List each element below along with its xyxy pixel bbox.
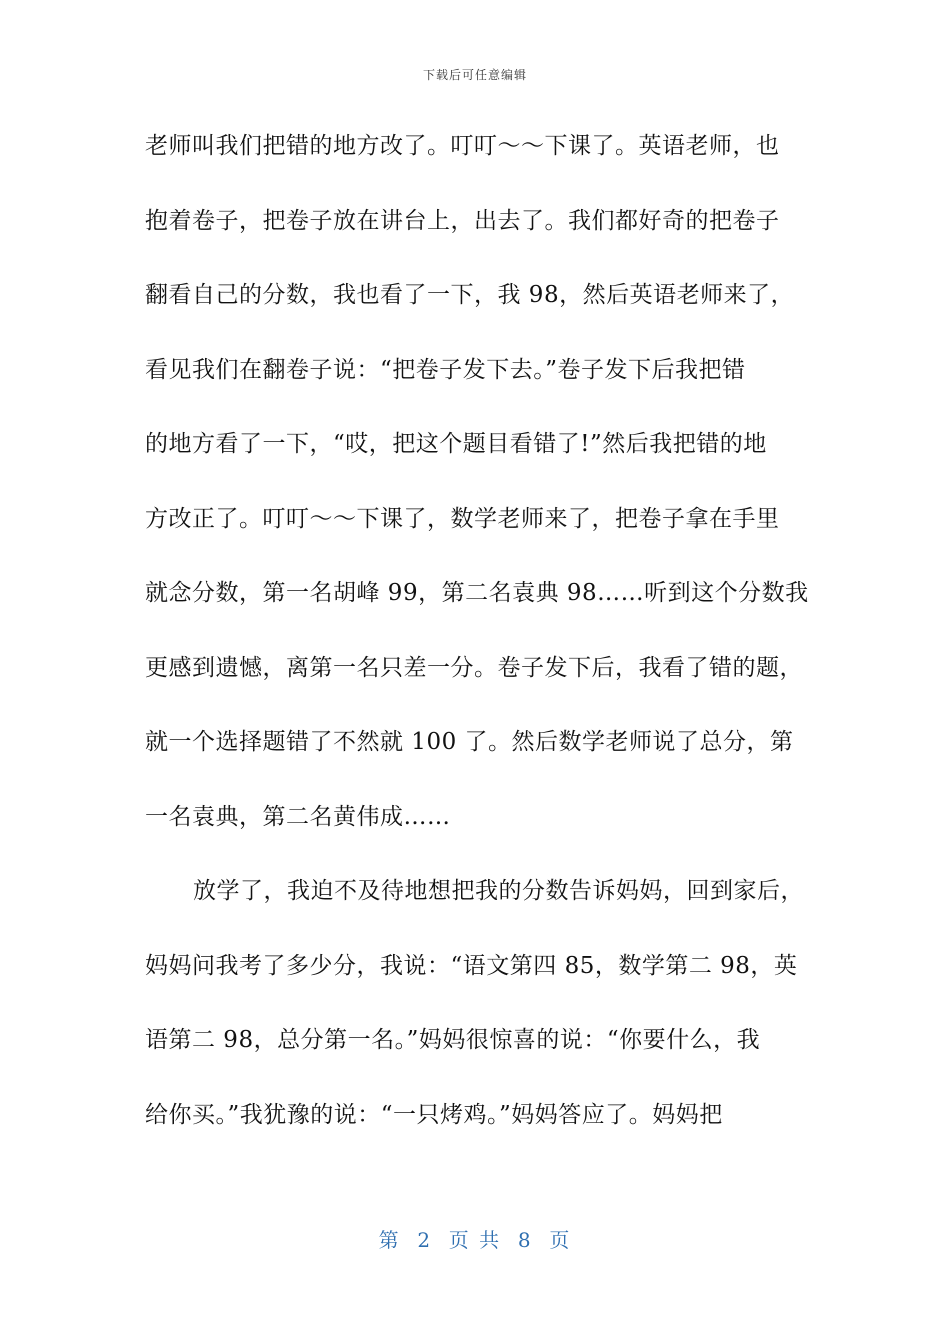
text-line: 就一个选择题错了不然就 100 了。然后数学老师说了总分，第 <box>145 729 794 755</box>
text-line: 给你买。”我犹豫的说：“一只烤鸡。”妈妈答应了。妈妈把 <box>145 1101 723 1128</box>
text-line: 翻看自己的分数，我也看了一下，我 98，然后英语老师来了， <box>145 282 795 308</box>
text-line: 语第二 98，总分第一名。”妈妈很惊喜的说：“你要什么，我 <box>145 1027 761 1053</box>
text-line: 看见我们在翻卷子说：“把卷子发下去。”卷子发下后我把错 <box>145 356 746 383</box>
text-line: 妈妈问我考了多少分，我说：“语文第四 85，数学第二 98，英 <box>145 952 798 979</box>
text-line: 一名袁典，第二名黄伟成…… <box>145 803 451 830</box>
text-line: 的地方看了一下，“哎，把这个题目看错了!”然后我把错的地 <box>145 431 767 457</box>
text-line: 就念分数，第一名胡峰 99，第二名袁典 98……听到这个分数我 <box>145 580 809 606</box>
text-line: 老师叫我们把错的地方改了。叮叮～～下课了。英语老师，也 <box>145 133 780 159</box>
text-line: 更感到遗憾，离第一名只差一分。卷子发下后，我看了错的题， <box>145 654 803 681</box>
text-line: 方改正了。叮叮～～下课了，数学老师来了，把卷子拿在手里 <box>145 505 780 532</box>
text-line: 抱着卷子，把卷子放在讲台上，出去了。我们都好奇的把卷子 <box>145 207 780 234</box>
document-body <box>145 120 810 1163</box>
paragraph-start-line: 放学了，我迫不及待地想把我的分数告诉妈妈，回到家后， <box>193 878 804 904</box>
page-number: 第 2 页 共 8 页 <box>378 1228 572 1252</box>
download-note: 下载后可任意编辑 <box>422 68 527 82</box>
